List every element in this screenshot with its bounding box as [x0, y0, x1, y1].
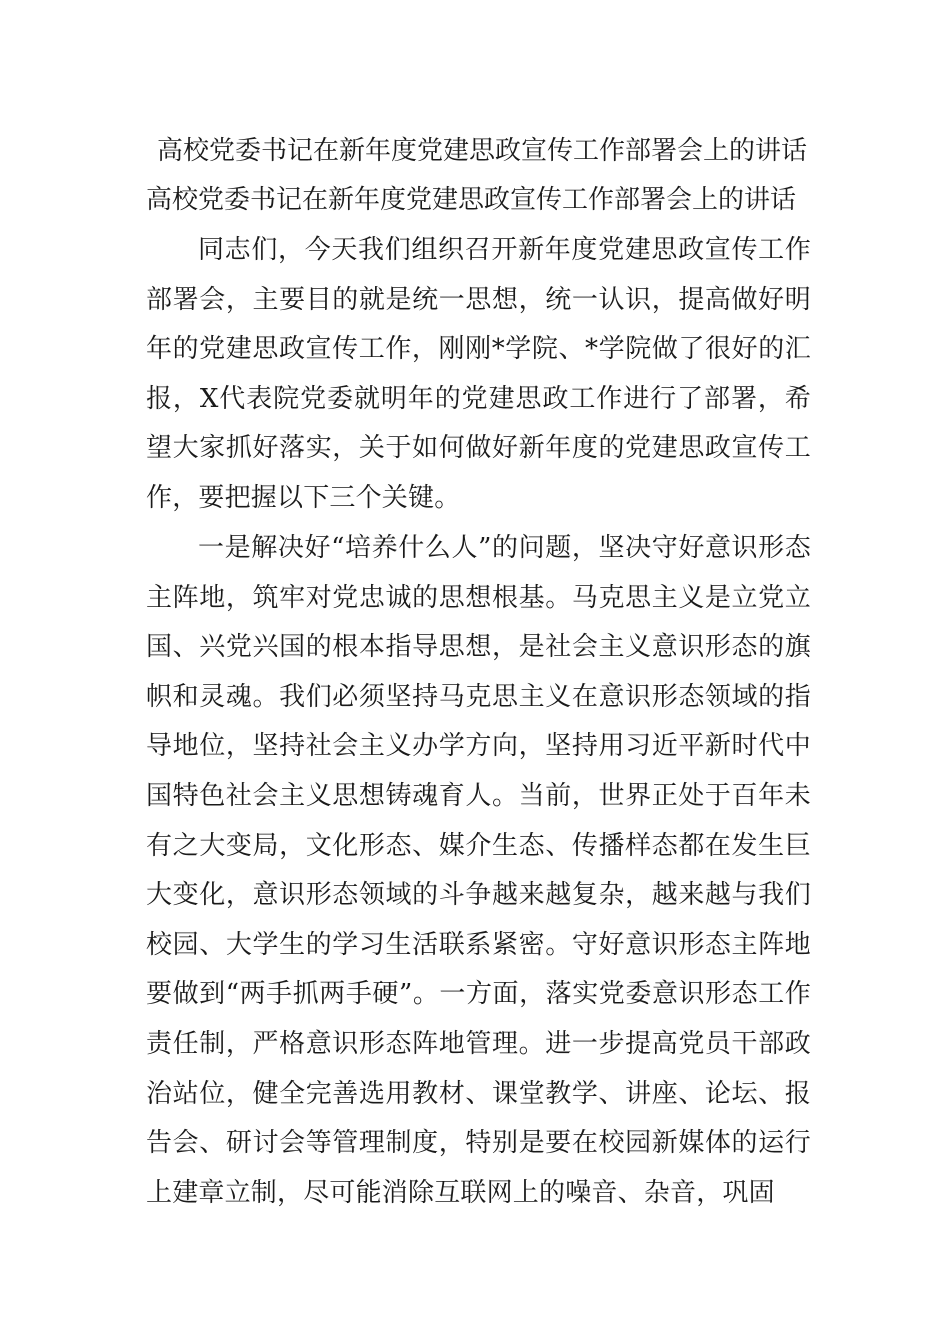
document-title-line-2: 高校党委书记在新年度党建思政宣传工作部署会上的讲话	[146, 185, 797, 215]
paragraph-point-one: 一是解决好“培养什么人”的问题，坚决守好意识形态主阵地，筑牢对党忠诚的思想根基。马克思主义是立党立国、兴党兴国的根本指导思想，是社会主义意识形态的旗帜和灵魂。我们必须坚持马克思主义在意识形态领域的指导地位，坚持社会主义办学方向，坚持用习近平新时代中国特色社会主义思想铸魂育人。当前，世界正处于百年未有之大变局，文化形态、媒介生态、传播样态都在发生巨大变化，意识形态领域的斗争越来越复杂，越来越与我们校园、大学生的学习生活联系紧密。守好意识形态主阵地要做到“两手抓两手硬”。一方面，落实党委意识形态工作责任制，严格意识形态阵地管理。进一步提高党员干部政治站位，健全完善选用教材、课堂教学、讲座、论坛、报告会、研讨会等管理制度，特别是要在校园新媒体的运行上建章立制，尽可能消除互联网上的噪音、杂音，巩固	[146, 533, 811, 1208]
document-title-line-1: 高校党委书记在新年度党建思政宣传工作部署会上的讲话	[157, 136, 808, 166]
paragraph-opening: 同志们，今天我们组织召开新年度党建思政宣传工作部署会，主要目的就是统一思想，统一认识，提高做好明年的党建思政宣传工作，刚刚*学院、*学院做了很好的汇报，X代表院党委就明年的党建思政工作进行了部署，希望大家抓好落实，关于如何做好新年度的党建思政宣传工作，要把握以下三个关键。	[146, 235, 811, 513]
